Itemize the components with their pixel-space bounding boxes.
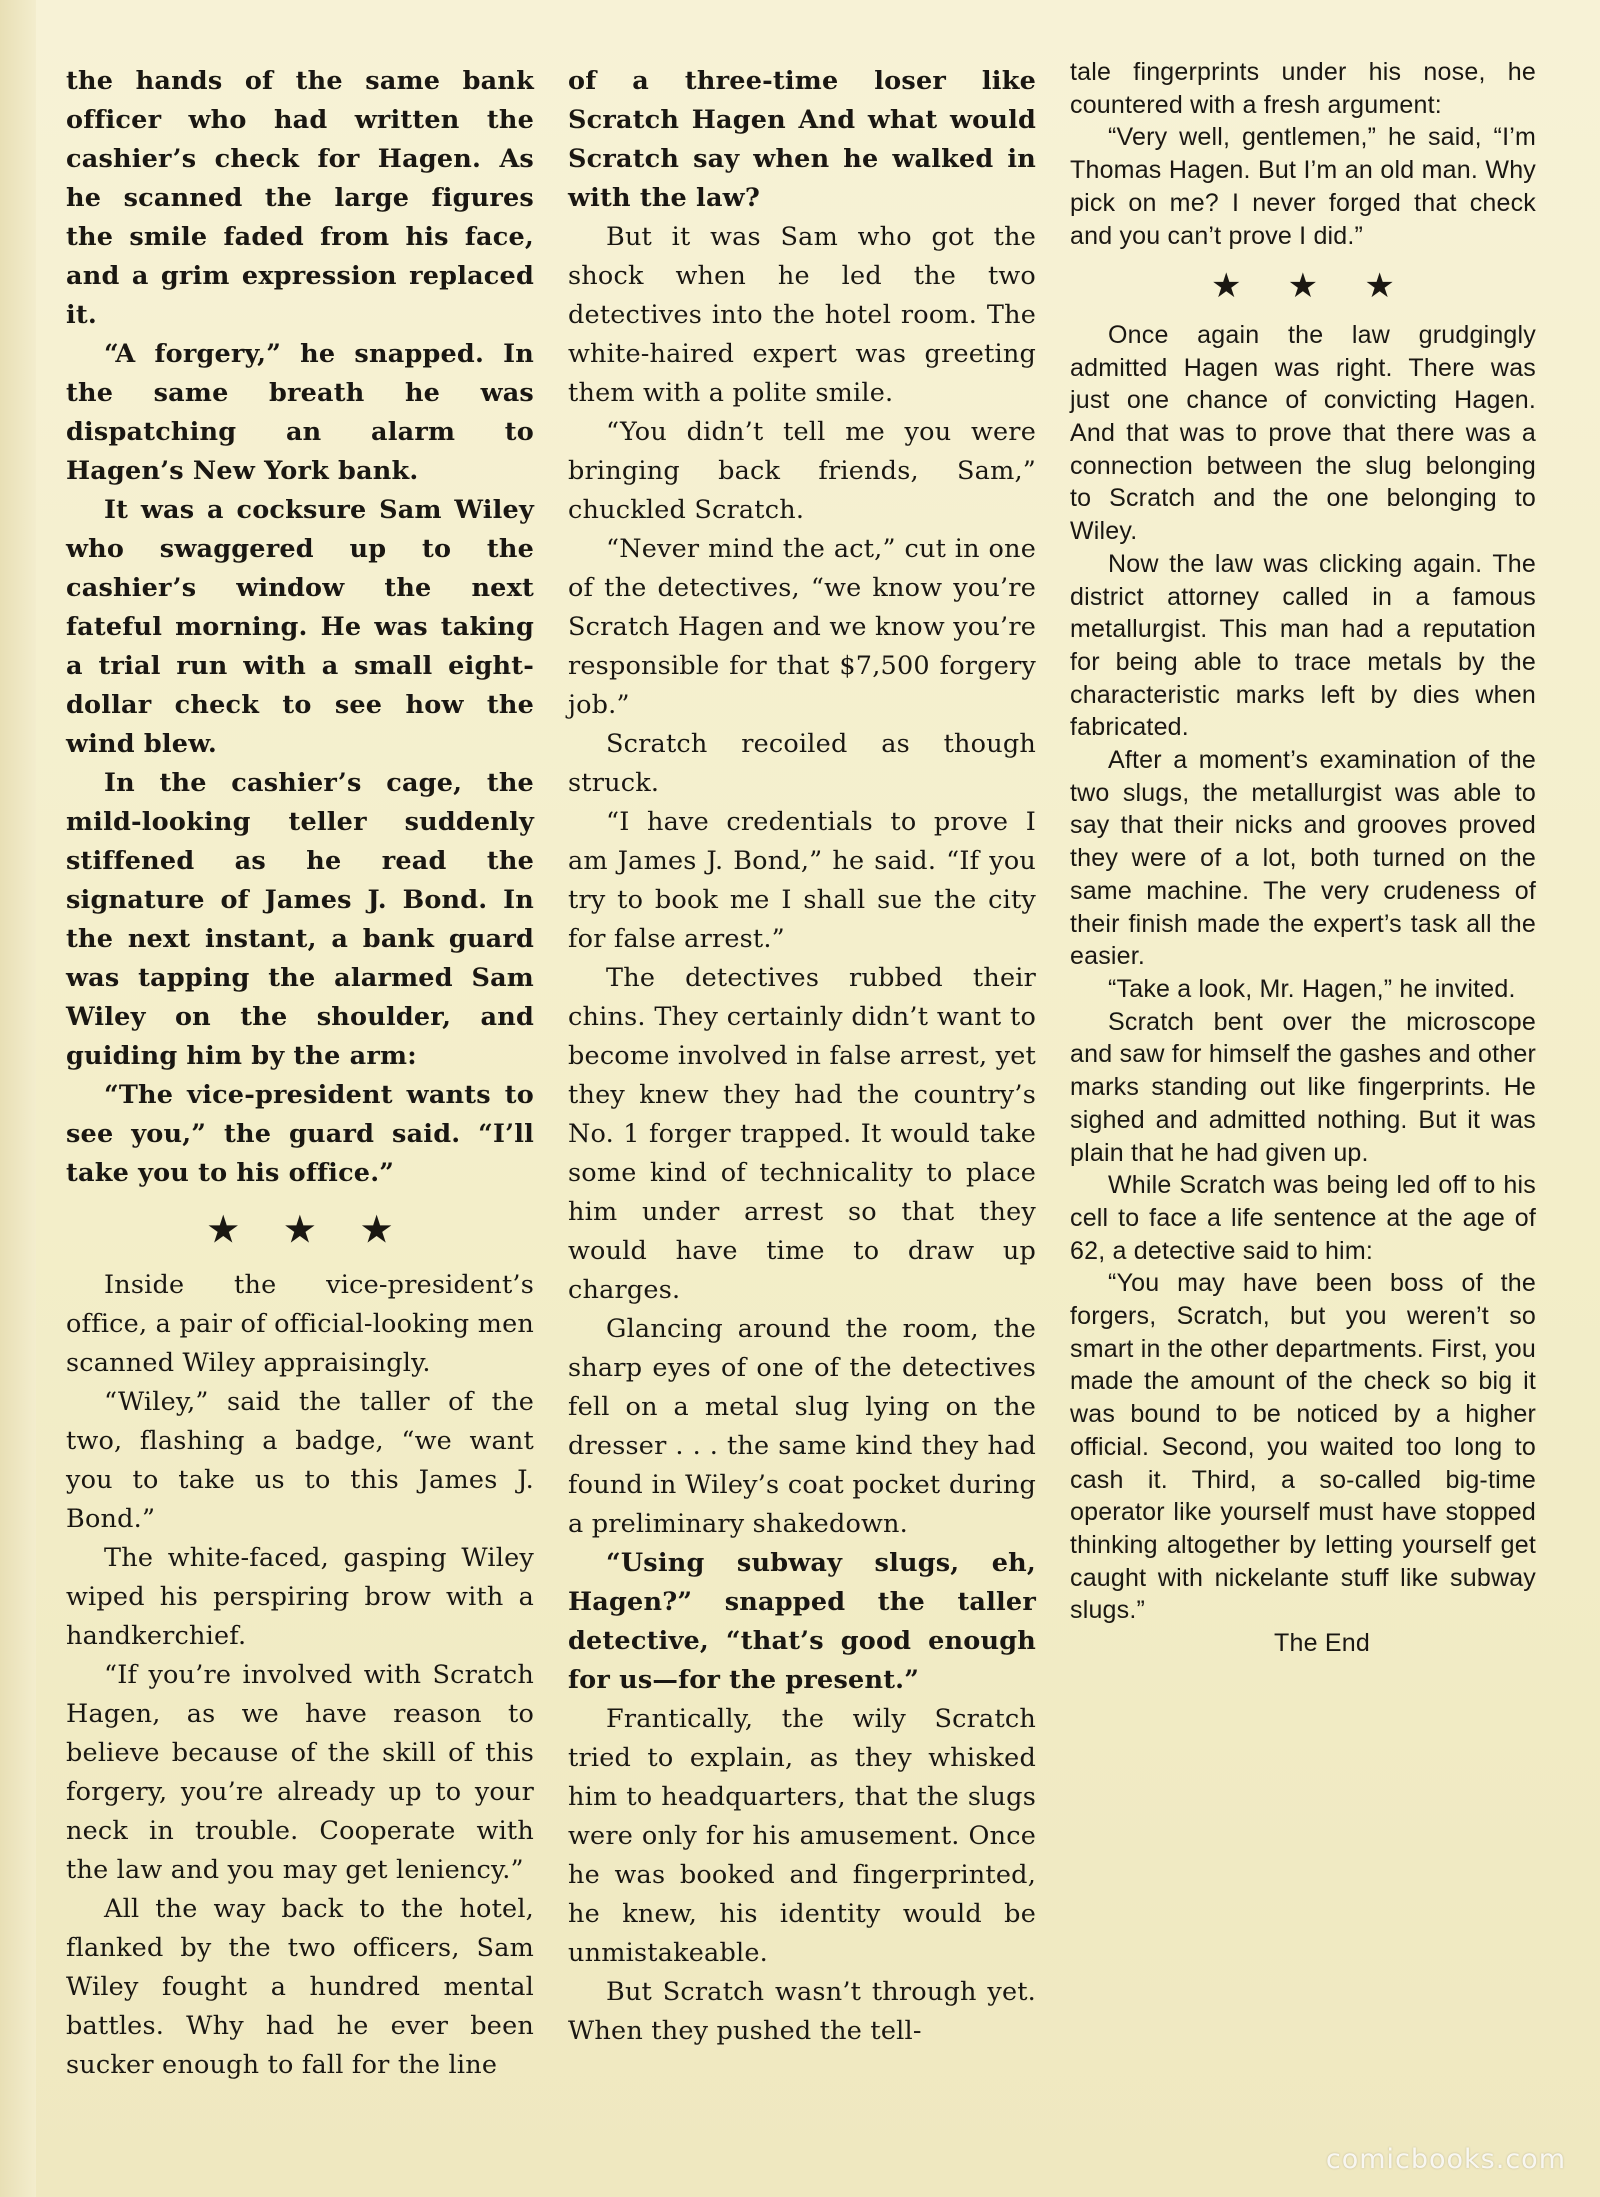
star-icon: ★ <box>1287 267 1319 306</box>
section-break-stars <box>1070 267 1536 306</box>
paragraph: But it was Sam who got the shock when he led the two detectives into the hotel room. The white-haired expert was greeting them with a polite smile. <box>568 222 1036 408</box>
paragraph: “Very well, gentlemen,” he said, “I’m Thomas Hagen. But I’m an old man. Why pick on me? I never forged that check and you can’t prove I did.” <box>1070 123 1536 250</box>
paragraph: the hands of the same bank officer who had written the cashier’s check for Hagen. As he scanned the large figures the smile faded from his face, and a grim expression replaced it. <box>66 66 534 330</box>
paragraph: “Take a look, Mr. Hagen,” he invited. <box>1108 974 1516 1003</box>
paragraph: “I have credentials to prove I am James J. Bond,” he said. “If you try to book me I shall sue the city for false arrest.” <box>568 807 1036 954</box>
star-icon: ★ <box>1210 267 1242 306</box>
paragraph: Scratch bent over the microscope and saw for himself the gashes and other marks standing out like fingerprints. He sighed and admitted nothing. But it was plain that he had given up. <box>1070 1007 1536 1167</box>
star-icon: ★ <box>361 1210 393 1250</box>
paragraph: It was a cocksure Sam Wiley who swaggered up to the cashier’s window the next fateful morning. He was taking a trial run with a small eight-dollar check to see how the wind blew. <box>66 495 534 759</box>
paragraph: All the way back to the hotel, flanked by the two officers, Sam Wiley fought a hundred mental battles. Why had he ever been sucker enough to fall for the line <box>66 1894 534 2080</box>
paragraph: “Wiley,” said the taller of the two, flashing a badge, “we want you to take us to this James J. Bond.” <box>66 1387 534 1534</box>
paragraph: Once again the law grudgingly admitted Hagen was right. There was just one chance of convicting Hagen. And that was to prove that there was a connection between the slug belonging to Scratch and the one belonging to Wiley. <box>1070 320 1536 546</box>
paragraph: Scratch recoiled as though struck. <box>568 729 1036 798</box>
paragraph: After a moment’s examination of the two slugs, the metallurgist was able to say that their nicks and grooves proved they were of a lot, both turned on the same machine. The very crudeness of their finish made the expert’s task all the easier. <box>1070 746 1536 971</box>
paragraph: Glancing around the room, the sharp eyes of one of the detectives fell on a metal slug lying on the dresser . . . the same kind they had found in Wiley’s coat pocket during a preliminary shakedown. <box>568 1314 1036 1539</box>
the-end-label: The End <box>1274 1629 1370 1658</box>
paragraph: The white-faced, gasping Wiley wiped his perspiring brow with a handkerchief. <box>66 1543 534 1651</box>
paragraph: “A forgery,” he snapped. In the same breath he was dispatching an alarm to Hagen’s New York bank. <box>66 339 534 486</box>
paragraph: While Scratch was being led off to his cell to face a life sentence at the age of 62, a detective said to him: <box>1070 1171 1536 1265</box>
paragraph: “Never mind the act,” cut in one of the detectives, “we know you’re Scratch Hagen and we know you’re responsible for that $7,500 forgery job.” <box>568 534 1036 720</box>
paragraph: Frantically, the wily Scratch tried to explain, as they whisked him to headquarters, that the slugs were only for his amusement. Once he was booked and fingerprinted, he knew, his identity would be unmistakeable. <box>568 1704 1036 1968</box>
paragraph: “The vice-president wants to see you,” the guard said. “I’ll take you to his office.” <box>66 1080 534 1188</box>
paragraph: Inside the vice-president’s office, a pair of official-looking men scanned Wiley appraisingly. <box>66 1270 534 1378</box>
column-3 <box>1070 56 1536 1660</box>
paragraph: In the cashier’s cage, the mild-looking teller suddenly stiffened as he read the signature of James J. Bond. In the next instant, a bank guard was tapping the alarmed Sam Wiley on the shoulder, and guiding him by the arm: <box>66 768 534 1071</box>
page-edge <box>0 0 36 2197</box>
paragraph: “Using subway slugs, eh, Hagen?” snapped the taller detective, “that’s good enough for us—for the present.” <box>568 1548 1036 1695</box>
column-2 <box>568 62 1036 2051</box>
paragraph: Now the law was clicking again. The district attorney called in a famous metallurgist. This man had a reputation for being able to trace metals by the characteristic marks left by dies when fabricated. <box>1070 549 1536 742</box>
column-1 <box>66 62 534 2085</box>
star-icon: ★ <box>207 1210 239 1250</box>
paragraph: of a three-time loser like Scratch Hagen And what would Scratch say when he walked in with the law? <box>568 66 1036 213</box>
paragraph: But Scratch wasn’t through yet. When they pushed the tell- <box>568 1977 1036 2046</box>
paragraph: “You may have been boss of the forgers, Scratch, but you weren’t so smart in the other departments. First, you made the amount of the check so big it was bound to be noticed by a higher official. Second, you waited too long to cash it. Third, a so-called big-time operator like yourself must have stopped thinking altogether by letting yourself get caught with nickelante stuff like subway slugs.” <box>1070 1269 1536 1625</box>
paragraph: tale fingerprints under his nose, he countered with a fresh argument: <box>1070 58 1536 119</box>
star-icon: ★ <box>1364 267 1396 306</box>
paragraph: The detectives rubbed their chins. They certainly didn’t want to become involved in false arrest, yet they knew they had the country’s No. 1 forger trapped. It would take some kind of technicality to place him under arrest so that they would have time to draw up charges. <box>568 963 1036 1305</box>
section-break-stars <box>66 1211 534 1250</box>
paragraph: “If you’re involved with Scratch Hagen, as we have reason to believe because of the skill of this forgery, you’re already up to your neck in trouble. Cooperate with the law and you may get leniency.” <box>66 1660 534 1885</box>
paragraph: “You didn’t tell me you were bringing back friends, Sam,” chuckled Scratch. <box>568 417 1036 525</box>
site-watermark: comicbooks.com <box>1325 2144 1566 2175</box>
star-icon: ★ <box>284 1210 316 1250</box>
